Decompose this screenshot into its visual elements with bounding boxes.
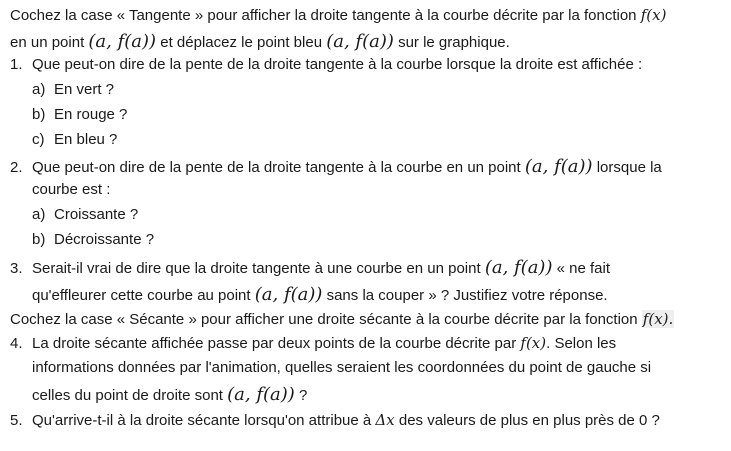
math-point: (a, f(a)) [254, 284, 323, 305]
option-text: En rouge ? [54, 106, 128, 123]
math-delta-x: Δx [375, 411, 395, 429]
intro-text: et déplacez le point bleu [160, 34, 323, 51]
question-text: des valeurs de plus en plus près de 0 ? [398, 412, 660, 429]
question-text: Que peut-on dire de la pente de la droite tangente à la courbe en un point [32, 159, 521, 176]
question-text: . Selon les [546, 335, 617, 352]
math-fx-highlight: f(x). [642, 310, 674, 328]
question-text: informations données par l'animation, quelles seraient les coordonnées du point de gauche si [32, 359, 652, 376]
option-q1-a [32, 81, 114, 98]
question-2 [10, 156, 662, 177]
option-letter: c) [32, 131, 45, 148]
math-fx: f(x) [520, 334, 547, 352]
intro-text: en un point [10, 34, 85, 51]
question-text: Que peut-on dire de la pente de la droite tangente à la courbe lorsque la droite est affichée : [32, 56, 643, 73]
intro-line-1 [10, 6, 666, 24]
question-4-cont2 [32, 384, 307, 405]
option-letter: a) [32, 206, 46, 223]
math-point: (a, f(a)) [88, 31, 157, 52]
question-number: 3. [10, 260, 23, 277]
question-3 [10, 257, 610, 278]
option-q2-a [32, 206, 138, 223]
option-letter: b) [32, 231, 46, 248]
question-3-cont [32, 284, 608, 305]
question-text: courbe est : [32, 181, 111, 198]
option-text: En vert ? [54, 81, 115, 98]
option-q2-b [32, 231, 154, 248]
question-number: 5. [10, 412, 23, 429]
question-text: ? [298, 387, 308, 404]
option-letter: a) [32, 81, 46, 98]
option-text: Décroissante ? [54, 231, 155, 248]
question-text: Serait-il vrai de dire que la droite tangente à une courbe en un point [32, 260, 481, 277]
question-2-cont [32, 181, 110, 198]
intro-line-2 [10, 31, 510, 52]
question-text: qu'effleurer cette courbe au point [32, 287, 251, 304]
question-text: La droite sécante affichée passe par deux points de la courbe décrite par [32, 335, 517, 352]
question-text: sans la couper » ? Justifiez votre réponse. [326, 287, 608, 304]
question-4-cont [32, 359, 651, 376]
question-text: Qu'arrive-t-il à la droite sécante lorsqu'on attribue à [32, 412, 372, 429]
option-q1-c [32, 131, 117, 148]
intro-text: Cochez la case « Tangente » pour afficher la droite tangente à la courbe décrite par la fonction [10, 7, 637, 24]
question-text: lorsque la [596, 159, 662, 176]
math-fx: f(x) [640, 6, 667, 24]
question-text: « ne fait [556, 260, 611, 277]
math-point: (a, f(a)) [484, 257, 553, 278]
math-point: (a, f(a)) [227, 384, 295, 405]
question-1 [10, 56, 642, 73]
intro-text: sur le graphique. [398, 34, 510, 51]
option-letter: b) [32, 106, 46, 123]
question-number: 2. [10, 159, 23, 176]
option-text: En bleu ? [54, 131, 118, 148]
question-5 [10, 411, 660, 429]
intro-text: Cochez la case « Sécante » pour afficher une droite sécante à la courbe décrite par la fonction [10, 311, 638, 328]
math-point: (a, f(a)) [326, 31, 394, 52]
option-q1-b [32, 106, 127, 123]
question-number: 4. [10, 335, 23, 352]
question-number: 1. [10, 56, 23, 73]
question-4 [10, 334, 616, 352]
question-text: celles du point de droite sont [32, 387, 223, 404]
option-text: Croissante ? [54, 206, 139, 223]
math-point: (a, f(a)) [524, 156, 593, 177]
intro2-line [10, 310, 674, 328]
